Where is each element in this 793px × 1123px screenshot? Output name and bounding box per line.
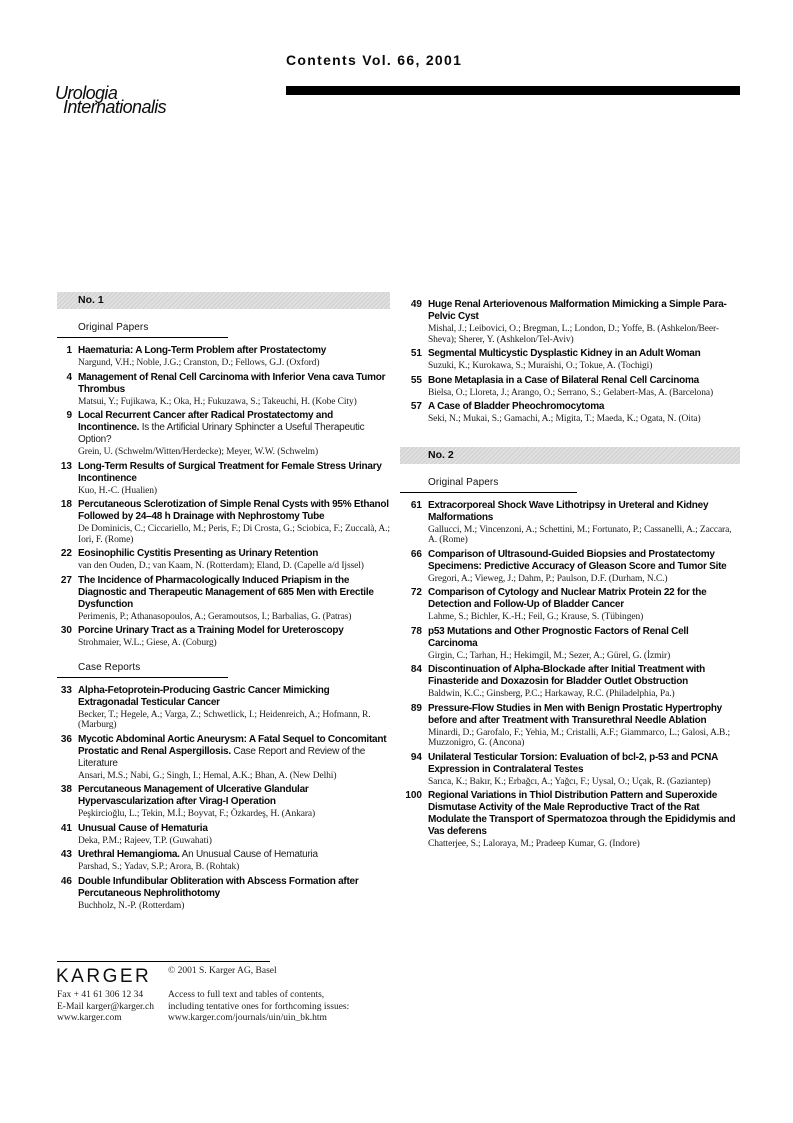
article-authors: Bielsa, O.; Lloreta, J.; Arango, O.; Serrano, S.; Gelabert-Mas, A. (Barcelona) bbox=[428, 387, 714, 398]
article-body bbox=[428, 375, 740, 399]
article-title bbox=[428, 790, 740, 838]
article-entry bbox=[57, 849, 390, 873]
article-entry bbox=[400, 790, 740, 850]
article-body bbox=[78, 849, 390, 873]
article-authors: Mishal, J.; Leibovici, O.; Bregman, L.; London, D.; Yoffe, B. (Ashkelon/Beer-Sheva); Sherer, Y. (Ashkelon/Tel-Aviv) bbox=[428, 324, 719, 345]
article-entry bbox=[57, 685, 390, 731]
article-title bbox=[428, 703, 740, 727]
article-title bbox=[78, 372, 390, 396]
article-page-number: 22 bbox=[60, 548, 72, 559]
article-title bbox=[428, 299, 740, 323]
article-entry bbox=[400, 375, 740, 399]
article-authors: Kuo, H.-C. (Hualien) bbox=[78, 485, 157, 496]
article-page-number: 18 bbox=[60, 499, 72, 510]
journal-logo-line2: Internationalis bbox=[63, 97, 167, 117]
article-body bbox=[428, 587, 740, 623]
group-heading-label: Original Papers bbox=[78, 322, 149, 333]
article-authors: Parshad, S.; Yadav, S.P.; Arora, B. (Rohtak) bbox=[78, 862, 240, 872]
article-title-bold: Extracorporeal Shock Wave Lithotripsy in Ureteral and Kidney Malformations bbox=[428, 499, 709, 523]
article-authors: Nargund, V.H.; Noble, J.G.; Cranston, D.; Fellows, G.J. (Oxford) bbox=[78, 358, 320, 368]
article-title bbox=[78, 345, 390, 357]
article-authors: Sarıca, K.; Bakır, K.; Erbağcı, A.; Yağcı, F.; Uysal, O.; Uçak, R. (Gaziantep) bbox=[428, 776, 711, 787]
article-entry bbox=[57, 548, 390, 572]
footer-line: www.karger.com bbox=[57, 1013, 122, 1023]
group-heading-label: Original Papers bbox=[428, 476, 499, 488]
article-body bbox=[428, 549, 740, 585]
group-heading-case-reports bbox=[57, 662, 390, 678]
article-page-number: 36 bbox=[60, 733, 72, 745]
article-body bbox=[428, 664, 740, 700]
article-body bbox=[428, 790, 740, 850]
article-title-bold: Alpha-Fetoprotein-Producing Gastric Cancer Mimicking Extragonadal Testicular Cancer bbox=[78, 684, 330, 708]
article-title-subtitle: Case Report and Review of the Literature bbox=[78, 745, 366, 769]
article-body bbox=[78, 876, 390, 912]
article-page-number: 1 bbox=[66, 345, 72, 356]
article-page-number: 4 bbox=[66, 371, 72, 383]
article-entry bbox=[57, 823, 390, 847]
article-authors: Matsui, Y.; Fujikawa, K.; Oka, H.; Fukuzawa, S.; Takeuchi, H. (Kobe City) bbox=[78, 396, 357, 407]
article-authors: Gallucci, M.; Vincenzoni, A.; Schettini, M.; Fortunato, P.; Cassanelli, A.; Zaccara, A. (Rome) bbox=[428, 524, 732, 545]
article-authors: Ansari, M.S.; Nabi, G.; Singh, I.; Hemal, A.K.; Bhan, A. (New Delhi) bbox=[78, 770, 337, 781]
article-entry bbox=[57, 461, 390, 497]
article-page-number: 66 bbox=[410, 548, 422, 560]
group-heading-rule bbox=[57, 337, 228, 338]
article-authors: Peşkircioğlu, L.; Tekin, M.İ.; Boyvat, F.; Özkardeş, H. (Ankara) bbox=[78, 809, 316, 819]
section-bar-no2 bbox=[400, 447, 740, 464]
article-authors: Deka, P.M.; Rajeev, T.P. (Guwahati) bbox=[78, 835, 212, 846]
contents-title: Contents Vol. 66, 2001 bbox=[286, 52, 463, 68]
article-title-bold: The Incidence of Pharmacologically Induced Priapism in the Diagnostic and Therapeutic Management of 685 Men with Erectile Dysfunction bbox=[78, 574, 374, 610]
article-page-number: 41 bbox=[60, 822, 72, 834]
article-entry bbox=[57, 734, 390, 782]
article-page-number: 51 bbox=[410, 348, 422, 359]
article-body bbox=[78, 372, 390, 408]
article-entry bbox=[400, 348, 740, 372]
article-page-number: 49 bbox=[410, 299, 422, 310]
article-entry bbox=[400, 664, 740, 700]
article-entry bbox=[400, 626, 740, 662]
article-body bbox=[78, 625, 390, 649]
article-authors: Girgin, C.; Tarhan, H.; Hekimgil, M.; Sezer, A.; Gürel, G. (İzmir) bbox=[428, 650, 671, 661]
article-page-number: 61 bbox=[410, 499, 422, 511]
article-title-bold: Eosinophilic Cystitis Presenting as Urinary Retention bbox=[78, 548, 319, 559]
article-title-bold: Percutaneous Sclerotization of Simple Renal Cysts with 95% Ethanol Followed by 24–48 h Drainage with Nephrostomy Tube bbox=[78, 499, 389, 522]
article-authors: Seki, N.; Mukai, S.; Gamachi, A.; Migita, T.; Maeda, K.; Ogata, N. (Oita) bbox=[428, 414, 701, 424]
article-body bbox=[78, 461, 390, 497]
footer-rule bbox=[57, 961, 270, 962]
article-page-number: 30 bbox=[60, 625, 72, 636]
article-title-bold: Pressure-Flow Studies in Men with Benign Prostatic Hypertrophy before and after Treatment with Transurethral Needle Ablation bbox=[428, 702, 722, 726]
article-body bbox=[78, 784, 390, 820]
article-title-bold: Unilateral Testicular Torsion: Evaluation of bcl-2, p-53 and PCNA Expression in Contralateral Testes bbox=[428, 751, 718, 775]
article-title-subtitle: An Unusual Cause of Hematuria bbox=[179, 849, 318, 860]
article-title bbox=[78, 410, 390, 446]
article-title bbox=[428, 626, 740, 650]
article-authors: De Dominicis, C.; Ciccariello, M.; Peris, F.; Di Crosta, G.; Sciobica, F.; Zuccalà, A.; Iori, F. (Rome) bbox=[78, 524, 390, 545]
article-list-no2-original-papers bbox=[400, 500, 740, 850]
article-entry bbox=[400, 549, 740, 585]
group-heading-original-papers-right bbox=[400, 477, 740, 493]
footer-line: E-Mail karger@karger.ch bbox=[57, 1001, 155, 1012]
article-authors: van den Ouden, D.; van Kaam, N. (Rotterdam); Eland, D. (Capelle a/d Ijssel) bbox=[78, 561, 364, 571]
article-entry bbox=[400, 587, 740, 623]
article-title-subtitle: Is the Artificial Urinary Sphincter a Useful Therapeutic Option? bbox=[78, 422, 365, 445]
article-body bbox=[78, 548, 390, 572]
article-authors: Gregori, A.; Vieweg, J.; Dahm, P.; Paulson, D.F. (Durham, N.C.) bbox=[428, 573, 668, 584]
article-title-bold: Haematuria: A Long-Term Problem after Prostatectomy bbox=[78, 345, 327, 356]
article-title-bold: Urethral Hemangioma. bbox=[78, 849, 180, 860]
article-title bbox=[428, 375, 740, 387]
section-bar-no2-label: No. 2 bbox=[428, 448, 454, 461]
article-entry bbox=[400, 703, 740, 749]
article-page-number: 43 bbox=[60, 849, 72, 860]
article-page-number: 89 bbox=[410, 702, 422, 714]
journal-logo-line1: Urologia bbox=[55, 83, 118, 103]
article-title bbox=[78, 734, 390, 770]
article-title-bold: Local Recurrent Cancer after Radical Prostatectomy and Incontinence. bbox=[78, 410, 333, 433]
article-page-number: 9 bbox=[66, 410, 72, 421]
article-body bbox=[78, 685, 390, 731]
article-title-bold: p53 Mutations and Other Prognostic Factors of Renal Cell Carcinoma bbox=[428, 625, 689, 649]
article-title-bold: Huge Renal Arteriovenous Malformation Mimicking a Simple Para-Pelvic Cyst bbox=[428, 299, 727, 322]
publisher-logo: KARGER bbox=[56, 966, 152, 987]
article-authors: Baldwin, K.C.; Ginsberg, P.C.; Harkaway, R.C. (Philadelphia, Pa.) bbox=[428, 689, 675, 699]
footer-line: including tentative ones for forthcoming issues: bbox=[168, 1001, 350, 1012]
article-entry bbox=[57, 876, 390, 912]
footer-line: Fax + 41 61 306 12 34 bbox=[57, 990, 144, 1000]
article-title bbox=[428, 500, 740, 524]
group-heading-rule bbox=[400, 492, 577, 493]
left-column bbox=[57, 292, 390, 914]
article-page-number: 13 bbox=[60, 460, 72, 472]
article-title bbox=[78, 784, 390, 808]
article-title bbox=[78, 685, 390, 709]
article-body bbox=[428, 626, 740, 662]
article-title bbox=[428, 549, 740, 573]
article-title-bold: Percutaneous Management of Ulcerative Glandular Hypervascularization after Virag-I Operation bbox=[78, 784, 309, 807]
article-title-bold: Segmental Multicystic Dysplastic Kidney in an Adult Woman bbox=[428, 348, 701, 359]
article-title bbox=[78, 876, 390, 900]
article-authors: Strohmaier, W.L.; Giese, A. (Coburg) bbox=[78, 638, 217, 648]
journal-logo bbox=[55, 83, 167, 117]
article-title bbox=[78, 823, 390, 835]
section-bar-no1 bbox=[57, 292, 390, 309]
access-info-block bbox=[168, 990, 349, 1025]
article-body bbox=[78, 499, 390, 545]
article-title bbox=[78, 625, 390, 637]
footer-line: Access to full text and tables of contents, bbox=[168, 990, 325, 1000]
article-entry bbox=[400, 752, 740, 788]
article-title bbox=[78, 499, 390, 523]
article-entry bbox=[400, 500, 740, 546]
article-authors: Chatterjee, S.; Laloraya, M.; Pradeep Kumar, G. (Indore) bbox=[428, 839, 640, 849]
article-page-number: 38 bbox=[60, 784, 72, 795]
article-body bbox=[428, 703, 740, 749]
article-page-number: 27 bbox=[60, 574, 72, 586]
article-authors: Lahme, S.; Bichler, K.-H.; Feil, G.; Krause, S. (Tübingen) bbox=[428, 612, 644, 622]
article-page-number: 46 bbox=[60, 875, 72, 887]
article-body bbox=[428, 348, 740, 372]
article-title-bold: Regional Variations in Thiol Distribution Pattern and Superoxide Dismutase Activity of the Male Reproductive Tract of the Rat Modulate the Transport of Spermatozoa through the Epididymis and Vas deferens bbox=[428, 790, 736, 837]
article-body bbox=[78, 575, 390, 623]
section-bar-no1-label: No. 1 bbox=[78, 294, 104, 306]
article-title bbox=[428, 664, 740, 688]
article-authors: Minardi, D.; Garofalo, F.; Yehia, M.; Cristalli, A.F.; Giammarco, L.; Galosi, A.B.; Muzzonigro, G. (Ancona) bbox=[428, 727, 731, 748]
article-page-number: 84 bbox=[410, 664, 422, 675]
article-title-bold: Double Infundibular Obliteration with Abscess Formation after Percutaneous Nephrolithotomy bbox=[78, 875, 359, 899]
article-entry bbox=[57, 372, 390, 408]
article-body bbox=[78, 734, 390, 782]
article-title bbox=[78, 849, 390, 861]
article-body bbox=[428, 401, 740, 425]
article-page-number: 94 bbox=[410, 751, 422, 763]
contents-title-rule bbox=[286, 86, 740, 95]
article-entry bbox=[57, 784, 390, 820]
article-entry bbox=[57, 499, 390, 545]
article-title-bold: Porcine Urinary Tract as a Training Model for Ureteroscopy bbox=[78, 625, 344, 636]
article-body bbox=[78, 345, 390, 369]
article-page-number: 78 bbox=[410, 625, 422, 637]
article-page-number: 100 bbox=[405, 790, 422, 801]
article-body bbox=[428, 500, 740, 546]
article-authors: Buchholz, N.-P. (Rotterdam) bbox=[78, 900, 185, 911]
group-heading-label: Case Reports bbox=[78, 661, 141, 673]
article-title-bold: A Case of Bladder Pheochromocytoma bbox=[428, 401, 605, 412]
article-title bbox=[428, 401, 740, 413]
article-title bbox=[428, 587, 740, 611]
footer-line: www.karger.com/journals/uin/uin_bk.htm bbox=[168, 1013, 327, 1023]
article-title-bold: Comparison of Cytology and Nuclear Matrix Protein 22 for the Detection and Follow-Up of Bladder Cancer bbox=[428, 587, 707, 610]
article-list-no1-case-reports bbox=[57, 685, 390, 912]
article-authors: Grein, U. (Schwelm/Witten/Herdecke); Meyer, W.W. (Schwelm) bbox=[78, 447, 319, 457]
article-entry bbox=[57, 345, 390, 369]
article-entry bbox=[57, 625, 390, 649]
article-authors: Suzuki, K.; Kurokawa, S.; Muraishi, O.; Tokue, A. (Tochigi) bbox=[428, 361, 653, 371]
article-title bbox=[78, 575, 390, 611]
article-body bbox=[428, 752, 740, 788]
group-heading-rule bbox=[57, 677, 228, 678]
article-title bbox=[78, 461, 390, 485]
article-list-no1-original-papers bbox=[57, 345, 390, 649]
article-body bbox=[428, 299, 740, 345]
article-title-bold: Mycotic Abdominal Aortic Aneurysm: A Fatal Sequel to Concomitant Prostatic and Renal Aspergillosis. bbox=[78, 733, 387, 757]
article-entry bbox=[57, 575, 390, 623]
article-entry bbox=[57, 410, 390, 458]
article-page-number: 57 bbox=[410, 401, 422, 412]
article-body bbox=[78, 410, 390, 458]
article-title bbox=[78, 548, 390, 560]
article-title-bold: Comparison of Ultrasound-Guided Biopsies and Prostatectomy Specimens: Predictive Accuracy of Gleason Score and Tumor Site bbox=[428, 548, 727, 572]
right-column bbox=[400, 292, 740, 853]
article-page-number: 72 bbox=[410, 587, 422, 598]
article-title-bold: Unusual Cause of Hematuria bbox=[78, 822, 208, 834]
article-authors: Becker, T.; Hegele, A.; Varga, Z.; Schwetlick, I.; Heidenreich, A.; Hofmann, R. (Marburg) bbox=[78, 709, 371, 730]
article-list-no1-continued bbox=[400, 299, 740, 425]
article-title bbox=[428, 348, 740, 360]
article-entry bbox=[400, 299, 740, 345]
article-body bbox=[78, 823, 390, 847]
article-entry bbox=[400, 401, 740, 425]
publisher-contact-block bbox=[57, 990, 154, 1025]
article-title-bold: Discontinuation of Alpha-Blockade after Initial Treatment with Finasteride and Doxazosin for Bladder Outlet Obstruction bbox=[428, 664, 705, 687]
article-title-bold: Bone Metaplasia in a Case of Bilateral Renal Cell Carcinoma bbox=[428, 374, 699, 386]
article-page-number: 33 bbox=[60, 684, 72, 696]
article-title-bold: Long-Term Results of Surgical Treatment for Female Stress Urinary Incontinence bbox=[78, 460, 382, 484]
copyright-line: © 2001 S. Karger AG, Basel bbox=[168, 966, 277, 976]
group-heading-original-papers-left bbox=[57, 322, 390, 338]
article-authors: Perimenis, P.; Athanasopoulos, A.; Geramoutsos, I.; Barbalias, G. (Patras) bbox=[78, 611, 352, 622]
article-title-bold: Management of Renal Cell Carcinoma with Inferior Vena cava Tumor Thrombus bbox=[78, 371, 386, 395]
article-page-number: 55 bbox=[410, 374, 422, 386]
article-title bbox=[428, 752, 740, 776]
